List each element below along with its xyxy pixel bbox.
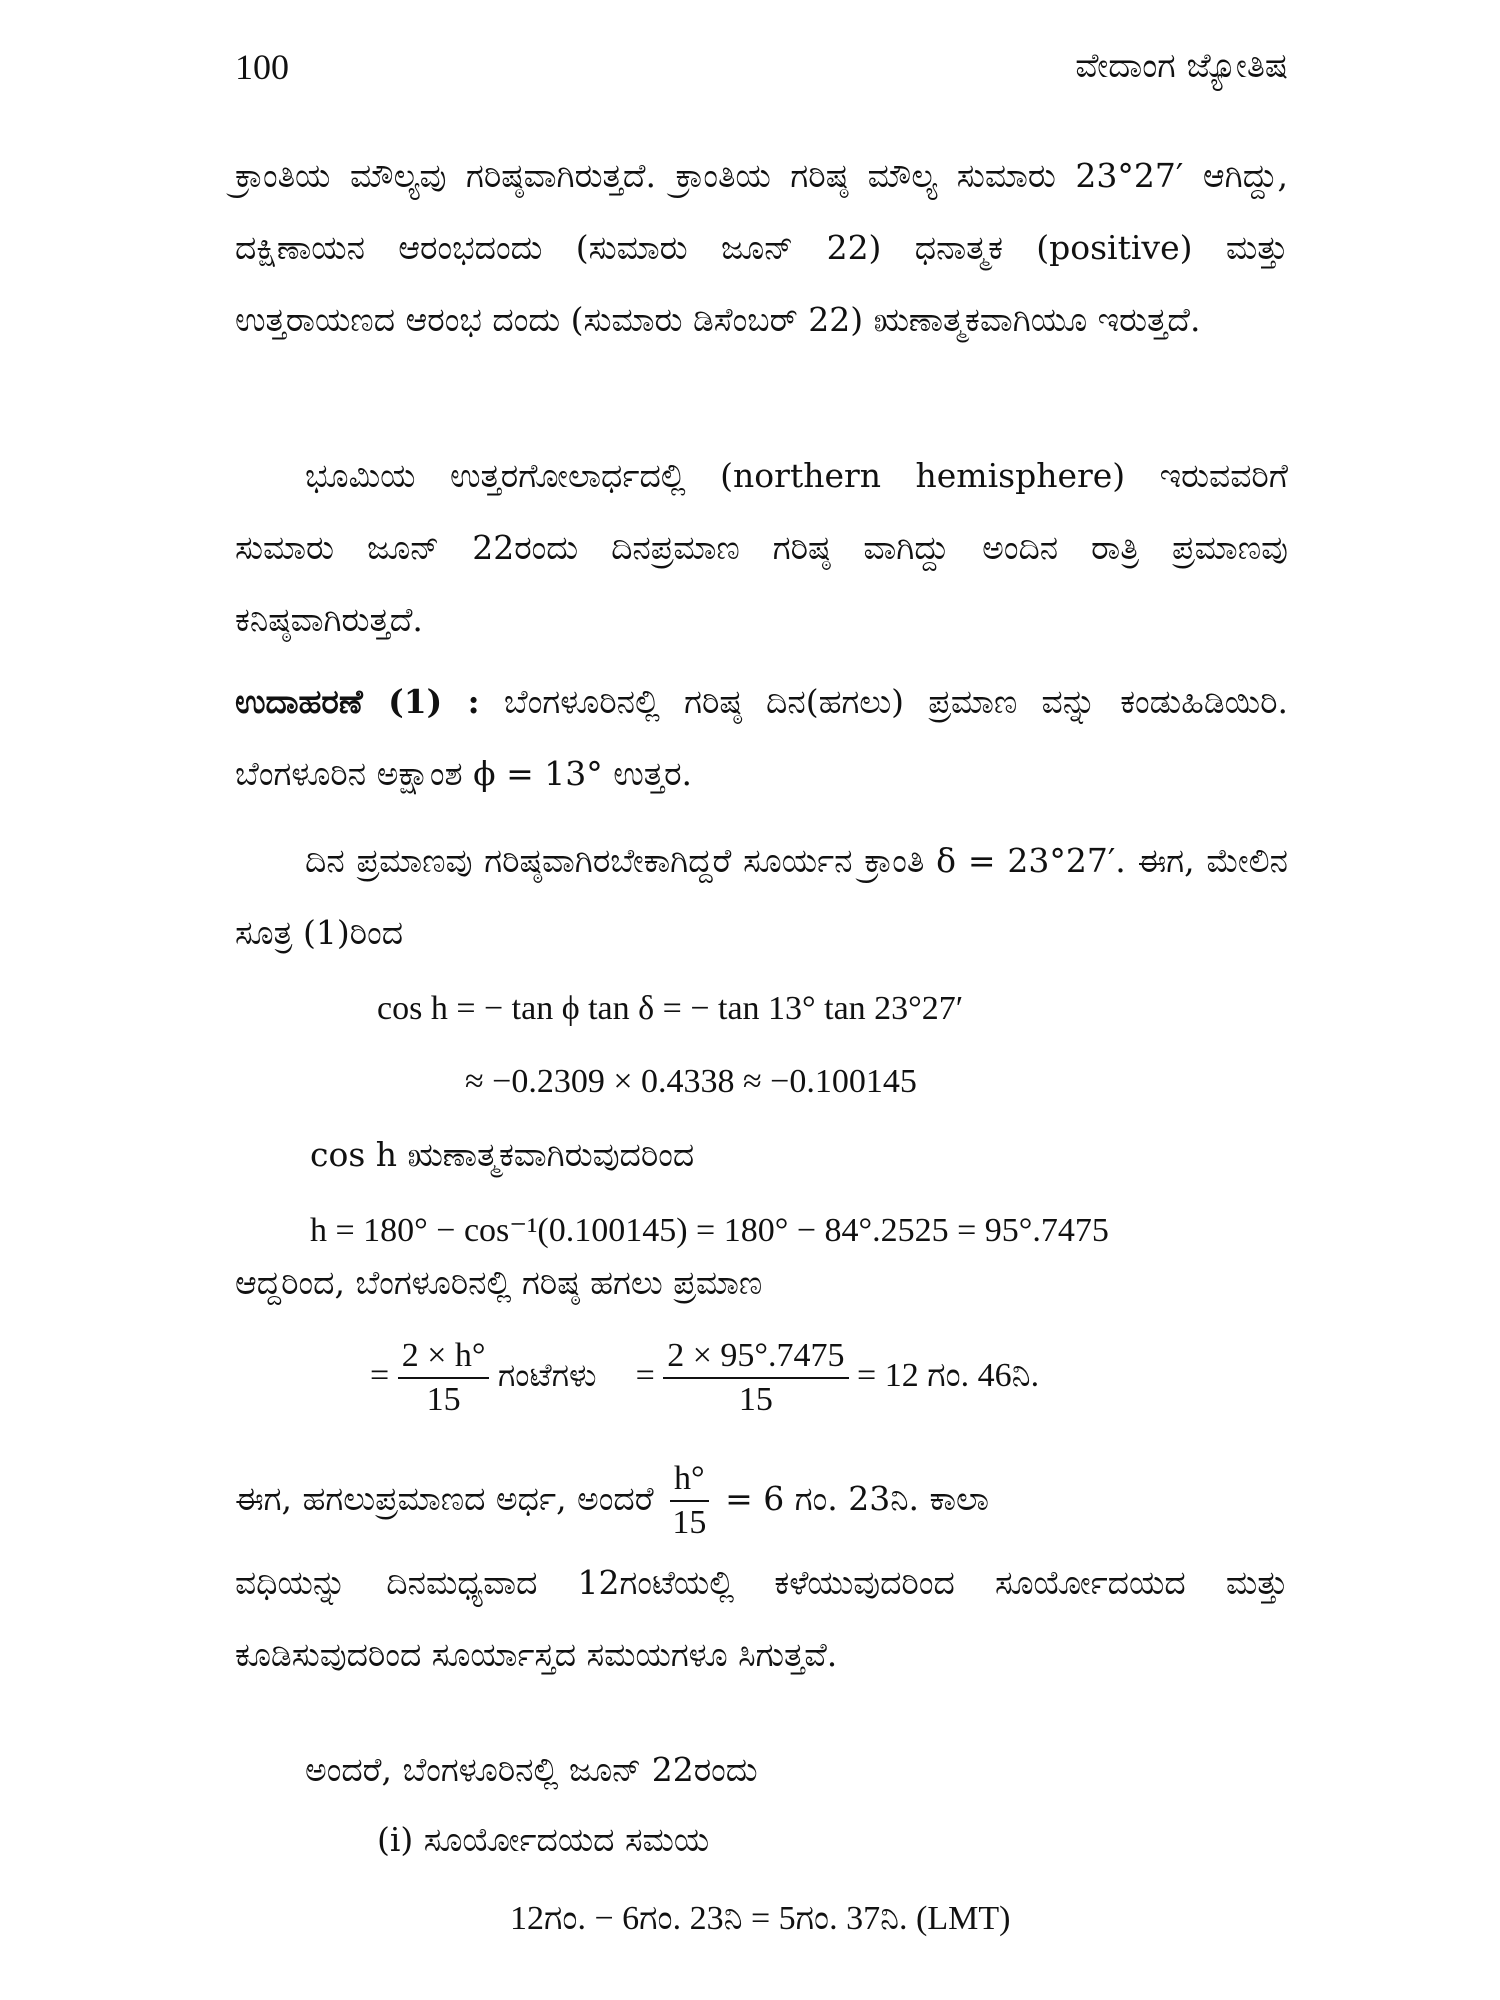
fraction-denominator-2: 15	[738, 1381, 773, 1418]
equation-approx: ≈ −0.2309 × 0.4338 ≈ −0.100145	[465, 1063, 917, 1100]
paragraph-day-length: ದಿನ ಪ್ರಮಾಣವು ಗರಿಷ್ಠವಾಗಿರಬೇಕಾಗಿದ್ದರೆ ಸೂರ್ಯನ ಕ್ರಾಂತಿ δ = 23°27′. ಈಗ, ಮೇಲಿನ ಸೂತ್ರ (1)ರಿಂದ	[235, 841, 1288, 952]
paragraph-sunrise-sunset: ವಧಿಯನ್ನು ದಿನಮಧ್ಯವಾದ 12ಗಂಟೆಯಲ್ಲಿ ಕಳೆಯುವುದರಿಂದ ಸೂರ್ಯೋದಯದ ಮತ್ತು ಕೂಡಿಸುವುದರಿಂದ ಸೂರ್ಯಾಸ್ತದ ಸಮಯಗಳೂ ಸಿಗುತ್ತವೆ.	[235, 1563, 1288, 1674]
half-day-text: ಈಗ, ಹಗಲುಪ್ರಮಾಣದ ಅರ್ಧ, ಅಂದರೆ	[235, 1479, 654, 1518]
equation-day-length	[370, 1335, 1039, 1421]
paragraph-northern-hemisphere: ಭೂಮಿಯ ಉತ್ತರಗೋಲಾರ್ಧದಲ್ಲಿ (northern hemisphere) ಇರುವವರಿಗೆ ಸುಮಾರು ಜೂನ್ 22ರಂದು ದಿನಪ್ರಮಾಣ ಗರಿಷ್ಠ ವಾಗಿದ್ದು ಅಂದಿನ ರಾತ್ರಿ ಪ್ರಮಾಣವು ಕನಿಷ್ಠವಾಗಿರುತ್ತದೆ.	[235, 456, 1288, 639]
example-1	[235, 666, 1288, 810]
fraction-2h-over-15	[398, 1335, 490, 1421]
fraction-numerator-2: 2 × 95°.7475	[663, 1335, 848, 1379]
unit-hours: ಗಂಟೆಗಳು	[497, 1356, 597, 1393]
fraction-h-over-15	[670, 1458, 709, 1544]
sunrise-item: (i) ಸೂರ್ಯೋದಯದ ಸಮಯ	[377, 1820, 710, 1859]
page-number: 100	[235, 47, 289, 87]
day-length-result: = 12 ಗಂ. 46ನಿ.	[857, 1356, 1040, 1394]
fraction-numerator-3: h°	[670, 1458, 709, 1502]
fraction-denominator: 15	[426, 1381, 461, 1418]
fraction-denominator-3: 15	[672, 1504, 707, 1541]
sunrise-calculation: 12ಗಂ. − 6ಗಂ. 23ನಿ = 5ಗಂ. 37ನಿ. (LMT)	[510, 1900, 1011, 1937]
equals-sign: =	[370, 1356, 390, 1394]
cos-negative-line: cos h ಋಣಾತ್ಮಕವಾಗಿರುವುದರಿಂದ	[310, 1135, 695, 1174]
therefore-line: ಆದ್ದರಿಂದ, ಬೆಂಗಳೂರಿನಲ್ಲಿ ಗರಿಷ್ಠ ಹಗಲು ಪ್ರಮಾಣ	[235, 1263, 763, 1302]
running-title: ವೇದಾಂಗ ಜ್ಯೋತಿಷ	[1075, 46, 1288, 86]
equation-cos-h: cos h = − tan ϕ tan δ = − tan 13° tan 23°27′	[377, 990, 964, 1027]
equals-sign-2: =	[635, 1356, 655, 1394]
paragraph-declination: ಕ್ರಾಂತಿಯ ಮೌಲ್ಯವು ಗರಿಷ್ಠವಾಗಿರುತ್ತದೆ. ಕ್ರಾಂತಿಯ ಗರಿಷ್ಠ ಮೌಲ್ಯ ಸುಮಾರು 23°27′ ಆಗಿದ್ದು, ದಕ್ಷಿಣಾಯನ ಆರಂಭದಂದು (ಸುಮಾರು ಜೂನ್ 22) ಧನಾತ್ಮಕ (positive) ಮತ್ತು ಉತ್ತರಾಯಣದ ಆರಂಭ ದಂದು (ಸುಮಾರು ಡಿಸೆಂಬರ್ 22) ಋಣಾತ್ಮಕವಾಗಿಯೂ ಇರುತ್ತದೆ.	[235, 156, 1288, 339]
example-label: ಉದಾಹರಣೆ (1) :	[235, 682, 480, 721]
fraction-numerator: 2 × h°	[398, 1335, 490, 1379]
equation-h-value: h = 180° − cos⁻¹(0.100145) = 180° − 84°.2525 = 95°.7475	[310, 1212, 1109, 1249]
june-22-line: ಅಂದರೆ, ಬೆಂಗಳೂರಿನಲ್ಲಿ ಜೂನ್ 22ರಂದು	[305, 1750, 758, 1789]
half-day-result: = 6 ಗಂ. 23ನಿ. ಕಾಲಾ	[725, 1479, 990, 1518]
page-header	[235, 46, 1288, 96]
example-text: ಬೆಂಗಳೂರಿನಲ್ಲಿ ಗರಿಷ್ಠ ದಿನ(ಹಗಲು) ಪ್ರಮಾಣ ವನ್ನು ಕಂಡುಹಿಡಿಯಿರಿ. ಬೆಂಗಳೂರಿನ ಅಕ್ಷಾಂಶ ϕ = 13° ಉತ್ತರ.	[235, 682, 1288, 793]
fraction-value-over-15	[663, 1335, 848, 1421]
half-day-line	[235, 1458, 989, 1544]
